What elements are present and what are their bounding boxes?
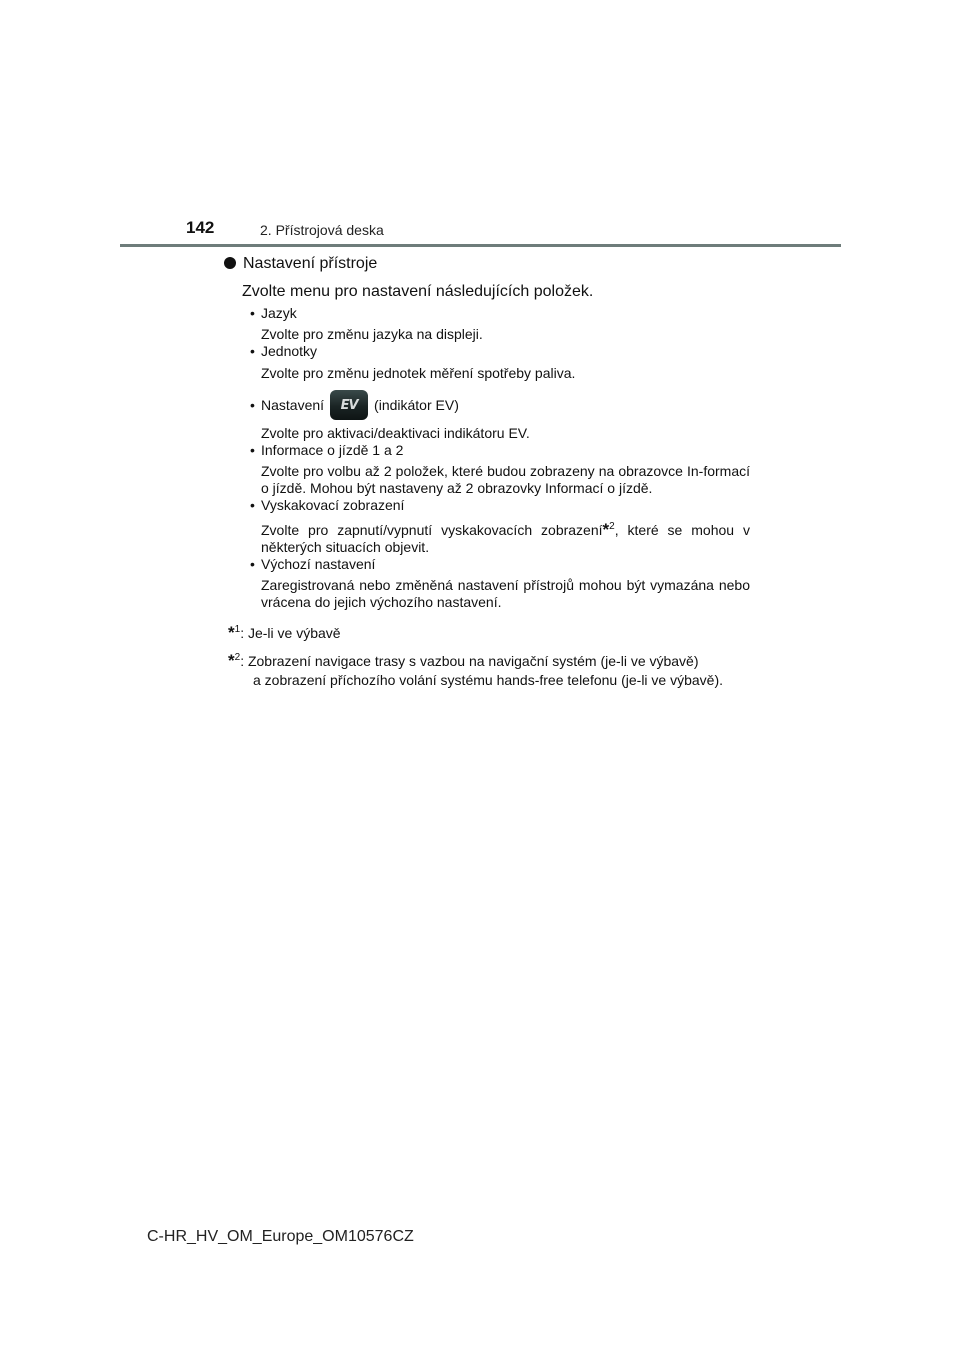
footnote-text-continued: a zobrazení příchozího volání systému hands-free telefonu (je-li ve výbavě). (253, 672, 724, 688)
bullet-icon: • (250, 397, 255, 413)
footnote-number: 2 (234, 652, 241, 663)
footnote-mark: * (228, 651, 235, 670)
section-heading (224, 255, 377, 273)
list-item (250, 497, 750, 556)
bullet-icon: • (250, 305, 255, 321)
footnote-mark: * (602, 520, 610, 539)
item-description: Zvolte pro změnu jazyka na displeji. (261, 326, 483, 342)
section-title: 2. Přístrojová deska (260, 222, 384, 238)
bullet-icon: • (250, 497, 255, 513)
item-label-prefix: Nastavení (261, 396, 325, 413)
item-label-suffix: (indikátor EV) (374, 396, 459, 413)
footnote-mark: * (228, 623, 235, 642)
list-item (250, 390, 750, 442)
item-label: Informace o jízdě 1 a 2 (261, 442, 404, 458)
ev-icon-text: EV (340, 397, 358, 413)
footnote (228, 648, 750, 690)
item-label: Vyskakovací zobrazení (261, 497, 405, 513)
item-label: Výchozí nastavení (261, 556, 376, 572)
document-id: C-HR_HV_OM_Europe_OM10576CZ (147, 1228, 414, 1245)
item-label: Jednotky (261, 343, 318, 359)
desc-before: Zvolte pro zapnutí/vypnutí vyskakovacích zobrazení (261, 522, 603, 538)
bullet-icon: • (250, 442, 255, 458)
item-label: Jazyk (261, 305, 297, 321)
item-description: Zvolte pro aktivaci/deaktivaci indikátoru EV. (261, 425, 530, 441)
footnote-text: : Je-li ve výbavě (240, 625, 341, 641)
bullet-dot-icon (224, 257, 236, 269)
item-description: Zvolte pro změnu jednotek měření spotřeby paliva. (261, 365, 576, 381)
list-item (250, 442, 750, 497)
header-divider (120, 244, 841, 247)
footnote-number: 1 (234, 624, 241, 635)
list-item (250, 556, 750, 611)
footnote-ref: 2 (609, 521, 615, 532)
bullet-icon: • (250, 556, 255, 572)
ev-indicator-icon (330, 390, 368, 420)
list-item (250, 305, 750, 343)
desc-after: , které se mohou v některých situacích objevit. (261, 522, 750, 555)
item-description: Zvolte pro volbu až 2 položek, které budou zobrazeny na obrazovce In-formací o jízdě. Mohou být nastaveny až 2 obrazovky Informací o jízdě. (261, 463, 750, 496)
footnote-text: : Zobrazení navigace trasy s vazbou na navigační systém (je-li ve výbavě) (240, 653, 699, 669)
bullet-icon: • (250, 343, 255, 359)
intro-text: Zvolte menu pro nastavení následujících položek. (242, 283, 594, 300)
item-description (250, 518, 750, 556)
settings-list (250, 305, 750, 611)
item-description: Zaregistrovaná nebo změněná nastavení přístrojů mohou být vymazána nebo vrácena do jejich výchozího nastavení. (261, 577, 750, 610)
heading-text: Nastavení přístroje (243, 255, 378, 272)
list-item (250, 343, 750, 382)
page-number: 142 (186, 218, 215, 237)
footnote (228, 623, 341, 643)
